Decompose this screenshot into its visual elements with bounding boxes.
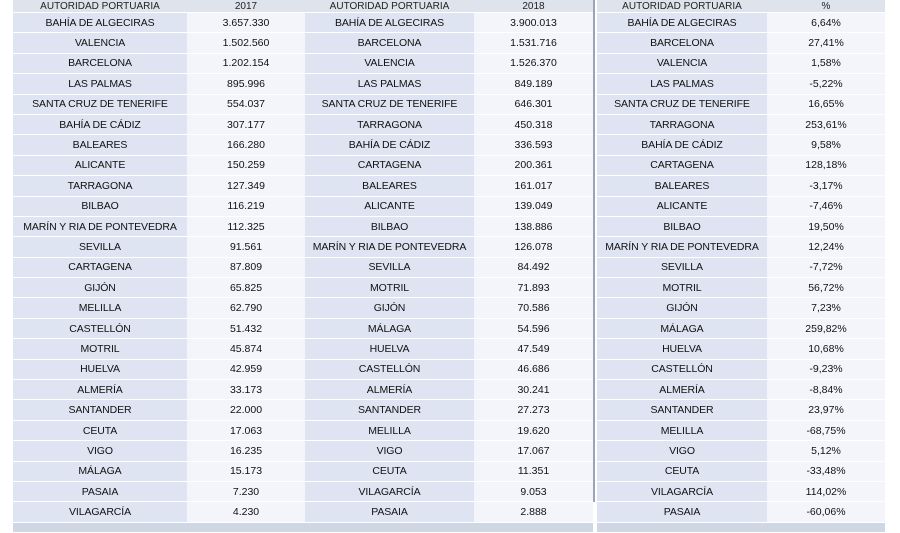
port-name-cell: BALEARES bbox=[305, 176, 474, 196]
header-row bbox=[597, 0, 885, 13]
port-name-cell: SEVILLA bbox=[305, 257, 474, 277]
table-row bbox=[305, 461, 593, 481]
port-name-cell: TARRAGONA bbox=[597, 114, 767, 134]
table-row bbox=[13, 318, 305, 338]
value-cell: 1.526.370 bbox=[474, 53, 593, 73]
port-name-cell: ALMERÍA bbox=[13, 380, 187, 400]
port-name-cell: VIGO bbox=[305, 441, 474, 461]
table-row bbox=[305, 94, 593, 114]
value-cell: -7,72% bbox=[767, 257, 885, 277]
port-name-cell: ALICANTE bbox=[597, 196, 767, 216]
port-name-cell: BARCELONA bbox=[305, 33, 474, 53]
value-cell: 19,50% bbox=[767, 216, 885, 236]
table-row bbox=[597, 74, 885, 94]
port-name-cell: VILAGARCÍA bbox=[305, 481, 474, 501]
value-cell: 150.259 bbox=[187, 155, 305, 175]
port-name-cell: BAHÍA DE ALGECIRAS bbox=[597, 13, 767, 33]
value-cell: 56,72% bbox=[767, 278, 885, 298]
port-name-cell: MÁLAGA bbox=[597, 318, 767, 338]
table-row bbox=[13, 339, 305, 359]
column-separator bbox=[593, 0, 595, 502]
table-row bbox=[305, 155, 593, 175]
table-row bbox=[13, 420, 305, 440]
value-cell: 646.301 bbox=[474, 94, 593, 114]
table-row bbox=[305, 135, 593, 155]
port-name-cell: MOTRIL bbox=[597, 278, 767, 298]
value-cell: 336.593 bbox=[474, 135, 593, 155]
value-cell: 45.874 bbox=[187, 339, 305, 359]
table-row bbox=[597, 441, 885, 461]
table-row bbox=[13, 216, 305, 236]
value-cell: -7,46% bbox=[767, 196, 885, 216]
table-row bbox=[13, 380, 305, 400]
table-row bbox=[13, 237, 305, 257]
value-cell: -60,06% bbox=[767, 502, 885, 522]
table-row bbox=[13, 481, 305, 501]
port-name-cell: PASAIA bbox=[597, 502, 767, 522]
value-cell: 12,24% bbox=[767, 237, 885, 257]
table-row bbox=[597, 176, 885, 196]
port-name-cell: CARTAGENA bbox=[597, 155, 767, 175]
port-name-cell: BAHÍA DE CÁDIZ bbox=[597, 135, 767, 155]
table-row bbox=[13, 53, 305, 73]
port-name-cell: LAS PALMAS bbox=[305, 74, 474, 94]
port-name-cell: SANTANDER bbox=[597, 400, 767, 420]
value-cell: 3.657.330 bbox=[187, 13, 305, 33]
value-cell: 127.349 bbox=[187, 176, 305, 196]
value-cell: 895.996 bbox=[187, 74, 305, 94]
table-row bbox=[305, 33, 593, 53]
value-cell: 71.893 bbox=[474, 278, 593, 298]
table-row bbox=[13, 441, 305, 461]
value-cell: 200.361 bbox=[474, 155, 593, 175]
value-cell: 116.219 bbox=[187, 196, 305, 216]
value-cell: 22.000 bbox=[187, 400, 305, 420]
value-cell: 70.586 bbox=[474, 298, 593, 318]
table-row bbox=[305, 196, 593, 216]
table-2018 bbox=[305, 0, 593, 533]
header-port: AUTORIDAD PORTUARIA bbox=[13, 0, 187, 13]
table-row bbox=[305, 380, 593, 400]
table-row bbox=[597, 155, 885, 175]
header-row bbox=[13, 0, 305, 13]
port-name-cell: BARCELONA bbox=[13, 53, 187, 73]
value-cell: 19.620 bbox=[474, 420, 593, 440]
value-cell: 1,58% bbox=[767, 53, 885, 73]
table-row bbox=[13, 196, 305, 216]
value-cell: 1.531.716 bbox=[474, 33, 593, 53]
value-cell: 10,68% bbox=[767, 339, 885, 359]
table-row bbox=[13, 298, 305, 318]
table-row bbox=[305, 74, 593, 94]
footer-band bbox=[305, 522, 593, 532]
table-row bbox=[305, 114, 593, 134]
port-name-cell: VALENCIA bbox=[13, 33, 187, 53]
footer-cell bbox=[13, 522, 187, 532]
table-row bbox=[13, 13, 305, 33]
port-name-cell: CEUTA bbox=[13, 420, 187, 440]
port-name-cell: GIJÓN bbox=[13, 278, 187, 298]
table-row bbox=[13, 74, 305, 94]
port-name-cell: BILBAO bbox=[13, 196, 187, 216]
port-name-cell: HUELVA bbox=[305, 339, 474, 359]
table-row bbox=[597, 298, 885, 318]
table-row bbox=[597, 400, 885, 420]
value-cell: 27.273 bbox=[474, 400, 593, 420]
port-name-cell: PASAIA bbox=[305, 502, 474, 522]
value-cell: 1.502.560 bbox=[187, 33, 305, 53]
table-row bbox=[597, 380, 885, 400]
table-row bbox=[305, 359, 593, 379]
table-row bbox=[597, 339, 885, 359]
value-cell: 17.063 bbox=[187, 420, 305, 440]
port-name-cell: MELILLA bbox=[305, 420, 474, 440]
table-row bbox=[305, 420, 593, 440]
port-name-cell: VILAGARCÍA bbox=[597, 481, 767, 501]
table-row bbox=[305, 441, 593, 461]
value-cell: 47.549 bbox=[474, 339, 593, 359]
port-name-cell: MELILLA bbox=[13, 298, 187, 318]
port-name-cell: GIJÓN bbox=[597, 298, 767, 318]
value-cell: 1.202.154 bbox=[187, 53, 305, 73]
value-cell: -8,84% bbox=[767, 380, 885, 400]
header-port: AUTORIDAD PORTUARIA bbox=[305, 0, 474, 13]
value-cell: 450.318 bbox=[474, 114, 593, 134]
value-cell: 65.825 bbox=[187, 278, 305, 298]
port-name-cell: MOTRIL bbox=[13, 339, 187, 359]
port-name-cell: BALEARES bbox=[13, 135, 187, 155]
footer-band bbox=[13, 522, 305, 532]
port-name-cell: MARÍN Y RIA DE PONTEVEDRA bbox=[305, 237, 474, 257]
table-row bbox=[597, 237, 885, 257]
port-name-cell: CARTAGENA bbox=[305, 155, 474, 175]
table-row bbox=[13, 502, 305, 522]
table-row bbox=[597, 461, 885, 481]
value-cell: 112.325 bbox=[187, 216, 305, 236]
port-name-cell: ALMERÍA bbox=[597, 380, 767, 400]
value-cell: 5,12% bbox=[767, 441, 885, 461]
value-cell: 126.078 bbox=[474, 237, 593, 257]
port-name-cell: BAHÍA DE CÁDIZ bbox=[305, 135, 474, 155]
table-row bbox=[305, 502, 593, 522]
table-row bbox=[13, 33, 305, 53]
port-name-cell: SEVILLA bbox=[597, 257, 767, 277]
value-cell: 9.053 bbox=[474, 481, 593, 501]
port-name-cell: CASTELLÓN bbox=[13, 318, 187, 338]
footer-cell bbox=[474, 522, 593, 532]
value-cell: 51.432 bbox=[187, 318, 305, 338]
port-name-cell: CEUTA bbox=[305, 461, 474, 481]
value-cell: 7.230 bbox=[187, 481, 305, 501]
value-cell: -9,23% bbox=[767, 359, 885, 379]
port-name-cell: VIGO bbox=[597, 441, 767, 461]
port-name-cell: MÁLAGA bbox=[13, 461, 187, 481]
port-name-cell: BAHÍA DE CÁDIZ bbox=[13, 114, 187, 134]
value-cell: 87.809 bbox=[187, 257, 305, 277]
port-name-cell: TARRAGONA bbox=[305, 114, 474, 134]
value-cell: 84.492 bbox=[474, 257, 593, 277]
table-row bbox=[597, 420, 885, 440]
table-row bbox=[13, 257, 305, 277]
header-row bbox=[305, 0, 593, 13]
port-name-cell: MOTRIL bbox=[305, 278, 474, 298]
value-cell: 30.241 bbox=[474, 380, 593, 400]
value-cell: 849.189 bbox=[474, 74, 593, 94]
value-cell: -3,17% bbox=[767, 176, 885, 196]
port-name-cell: VILAGARCÍA bbox=[13, 502, 187, 522]
table-row bbox=[13, 135, 305, 155]
table-row bbox=[597, 481, 885, 501]
value-cell: 259,82% bbox=[767, 318, 885, 338]
table-row bbox=[13, 461, 305, 481]
table-row bbox=[597, 318, 885, 338]
table-percent-change bbox=[597, 0, 885, 533]
port-name-cell: CASTELLÓN bbox=[597, 359, 767, 379]
value-cell: -68,75% bbox=[767, 420, 885, 440]
port-name-cell: GIJÓN bbox=[305, 298, 474, 318]
table-row bbox=[13, 155, 305, 175]
port-name-cell: CASTELLÓN bbox=[305, 359, 474, 379]
footer-cell bbox=[597, 522, 767, 532]
value-cell: 139.049 bbox=[474, 196, 593, 216]
port-name-cell: CEUTA bbox=[597, 461, 767, 481]
header-year: 2018 bbox=[474, 0, 593, 13]
value-cell: 6,64% bbox=[767, 13, 885, 33]
value-cell: -33,48% bbox=[767, 461, 885, 481]
value-cell: 138.886 bbox=[474, 216, 593, 236]
value-cell: 307.177 bbox=[187, 114, 305, 134]
value-cell: 11.351 bbox=[474, 461, 593, 481]
port-name-cell: MELILLA bbox=[597, 420, 767, 440]
table-row bbox=[305, 318, 593, 338]
value-cell: 62.790 bbox=[187, 298, 305, 318]
port-name-cell: VALENCIA bbox=[597, 53, 767, 73]
port-name-cell: BARCELONA bbox=[597, 33, 767, 53]
value-cell: 554.037 bbox=[187, 94, 305, 114]
value-cell: 46.686 bbox=[474, 359, 593, 379]
table-row bbox=[597, 135, 885, 155]
table-row bbox=[597, 114, 885, 134]
port-name-cell: ALMERÍA bbox=[305, 380, 474, 400]
footer-band bbox=[597, 522, 885, 532]
port-name-cell: SEVILLA bbox=[13, 237, 187, 257]
port-name-cell: BAHÍA DE ALGECIRAS bbox=[305, 13, 474, 33]
port-name-cell: HUELVA bbox=[597, 339, 767, 359]
value-cell: 166.280 bbox=[187, 135, 305, 155]
header-percent: % bbox=[767, 0, 885, 13]
value-cell: 17.067 bbox=[474, 441, 593, 461]
table-row bbox=[305, 216, 593, 236]
port-name-cell: BILBAO bbox=[597, 216, 767, 236]
table-row bbox=[13, 94, 305, 114]
port-name-cell: PASAIA bbox=[13, 481, 187, 501]
value-cell: 42.959 bbox=[187, 359, 305, 379]
table-row bbox=[597, 502, 885, 522]
table-row bbox=[305, 257, 593, 277]
port-name-cell: TARRAGONA bbox=[13, 176, 187, 196]
table-row bbox=[305, 13, 593, 33]
table-row bbox=[597, 53, 885, 73]
value-cell: 114,02% bbox=[767, 481, 885, 501]
port-name-cell: LAS PALMAS bbox=[13, 74, 187, 94]
table-row bbox=[305, 53, 593, 73]
value-cell: 128,18% bbox=[767, 155, 885, 175]
value-cell: 54.596 bbox=[474, 318, 593, 338]
port-name-cell: BILBAO bbox=[305, 216, 474, 236]
value-cell: 4.230 bbox=[187, 502, 305, 522]
port-name-cell: HUELVA bbox=[13, 359, 187, 379]
table-row bbox=[597, 13, 885, 33]
table-row bbox=[13, 400, 305, 420]
header-port: AUTORIDAD PORTUARIA bbox=[597, 0, 767, 13]
table-row bbox=[597, 359, 885, 379]
value-cell: 253,61% bbox=[767, 114, 885, 134]
value-cell: 27,41% bbox=[767, 33, 885, 53]
port-name-cell: MARÍN Y RIA DE PONTEVEDRA bbox=[13, 216, 187, 236]
port-name-cell: ALICANTE bbox=[305, 196, 474, 216]
port-name-cell: SANTANDER bbox=[13, 400, 187, 420]
port-name-cell: BALEARES bbox=[597, 176, 767, 196]
footer-cell bbox=[305, 522, 474, 532]
table-row bbox=[13, 176, 305, 196]
header-year: 2017 bbox=[187, 0, 305, 13]
table-row bbox=[305, 237, 593, 257]
table-row bbox=[305, 339, 593, 359]
port-name-cell: LAS PALMAS bbox=[597, 74, 767, 94]
port-name-cell: SANTANDER bbox=[305, 400, 474, 420]
table-row bbox=[305, 481, 593, 501]
table-row bbox=[597, 257, 885, 277]
table-row bbox=[597, 196, 885, 216]
value-cell: 3.900.013 bbox=[474, 13, 593, 33]
value-cell: 161.017 bbox=[474, 176, 593, 196]
value-cell: 16,65% bbox=[767, 94, 885, 114]
value-cell: 2.888 bbox=[474, 502, 593, 522]
table-row bbox=[597, 278, 885, 298]
port-name-cell: BAHÍA DE ALGECIRAS bbox=[13, 13, 187, 33]
value-cell: 15.173 bbox=[187, 461, 305, 481]
port-name-cell: ALICANTE bbox=[13, 155, 187, 175]
table-row bbox=[13, 359, 305, 379]
value-cell: 7,23% bbox=[767, 298, 885, 318]
table-row bbox=[305, 176, 593, 196]
port-name-cell: CARTAGENA bbox=[13, 257, 187, 277]
port-name-cell: VALENCIA bbox=[305, 53, 474, 73]
value-cell: 33.173 bbox=[187, 380, 305, 400]
port-name-cell: SANTA CRUZ DE TENERIFE bbox=[305, 94, 474, 114]
value-cell: -5,22% bbox=[767, 74, 885, 94]
table-row bbox=[597, 94, 885, 114]
port-name-cell: MÁLAGA bbox=[305, 318, 474, 338]
value-cell: 91.561 bbox=[187, 237, 305, 257]
footer-cell bbox=[187, 522, 305, 532]
port-name-cell: SANTA CRUZ DE TENERIFE bbox=[13, 94, 187, 114]
port-name-cell: SANTA CRUZ DE TENERIFE bbox=[597, 94, 767, 114]
footer-cell bbox=[767, 522, 885, 532]
table-row bbox=[305, 278, 593, 298]
table-row bbox=[305, 400, 593, 420]
port-name-cell: VIGO bbox=[13, 441, 187, 461]
table-row bbox=[597, 33, 885, 53]
value-cell: 23,97% bbox=[767, 400, 885, 420]
table-row bbox=[597, 216, 885, 236]
table-row bbox=[305, 298, 593, 318]
port-name-cell: MARÍN Y RIA DE PONTEVEDRA bbox=[597, 237, 767, 257]
table-2017 bbox=[13, 0, 305, 533]
value-cell: 16.235 bbox=[187, 441, 305, 461]
table-row bbox=[13, 278, 305, 298]
table-row bbox=[13, 114, 305, 134]
value-cell: 9,58% bbox=[767, 135, 885, 155]
